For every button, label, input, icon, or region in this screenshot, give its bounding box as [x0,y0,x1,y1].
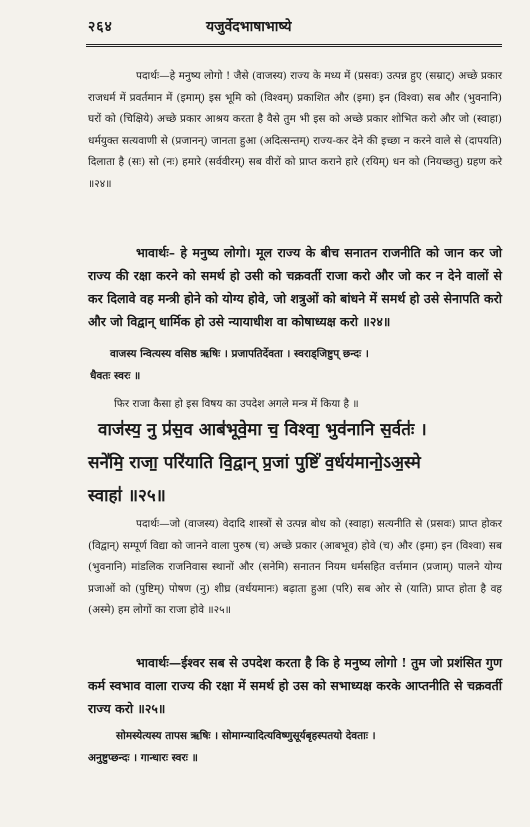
svara-line: धैवतः स्वरः ॥ [90,369,141,382]
intro-line [88,394,502,416]
intro-text: फिर राजा कैसा हो इस विषय का उपदेश अगले मन्त्र में किया है ॥ [114,398,359,410]
rishi-devata-line-24 [88,344,502,387]
bhavartha-paragraph-24 [88,241,502,333]
chhanda-line-26: अनुष्टुप्छन्दः । गान्धारः स्वरः ॥ [88,751,198,764]
mantra-line-3: स्वाहा॑ ॥२५॥ [88,486,166,506]
bhavartha-text-25: भावार्थः—ईश्वर सब से उपदेश करता है कि हे मनुष्य लोगो ! तुम जो प्रशंसित गुण कर्म स्वभाव वाला राज्य की रक्षा में समर्थ हो उस को सभाध्यक्ष करके आप्तनीति से चक्रवर्ती राज्य करो ॥२५॥ [88,655,502,716]
padartha-text: पदार्थः—हे मनुष्य लोगो ! जैसे (वाजस्य) राज्य के मध्य में (प्रसवः) उत्पन्न हुए (सम्राट्) अच्छे प्रकार राजधर्म में प्रवर्तमान में (इमाम्) इस भूमि को (विश्वम्) प्रकाशित और (इमा) इन (विश्वा) सब और (भुवनानि) घरों को (चिक्षिये) अच्छे प्रकार आश्रय करता है वैसे तुम भी इस को अच्छे प्रकार शोभित करो और जो (स्वाहा) धर्मयुक्त सत्यवाणी से (प्रजानन्) जानता हुआ (अदित्सन्तम्) राज्य-कर देने की इच्छा न करने वाले से (दापयति) दिलाता है (सः) सो (नः) हमारे (सर्ववीरम्) सब वीरों को प्राप्त कराने हारे (रयिम्) धन को (नियच्छतु) ग्रहण करे ॥२४॥ [88,70,502,190]
page-header [88,14,508,40]
padartha-paragraph-24 [88,66,502,195]
rishi-line: वाजस्य न्वित्यस्य वसिष्ठ ऋषिः । प्रजापतिर्देवता । स्वराड्जिष्टुप् छन्दः । [110,348,369,360]
running-title: यजुर्वेदभाषाभाष्ये [206,19,292,35]
rishi-line-26: सोमस्येत्यस्य तापस ऋषिः । सोमाग्न्यादित्यविष्णुसूर्यबृहस्पतयो देवताः । [116,730,376,742]
bhavartha-paragraph-25 [88,651,502,720]
padartha-paragraph-25 [88,514,502,622]
padartha-text-25: पदार्थः—जो (वाजस्य) वेदादि शास्त्रों से उत्पन्न बोध को (स्वाहा) सत्यनीति से (प्रसवः) प्राप्त होकर (विद्वान्) सम्पूर्ण विद्या को जानने वाला पुरुष (च) अच्छे प्रकार (आबभूव) होवे (च) और (इमा) इन (विश्वा) सब (भुवनानि) मांडलिक राजनिवास स्थानों और (सनेमि) सनातन नियम धर्मसहित वर्त्तमान (प्रजाम्) पालने योग्य प्रजाओं को (पुष्टिम्) पोषण (नु) शीघ्र (वर्धयमानः) बढ़ाता हुआ (परि) सब ओर से (याति) प्राप्त होता है वह (अस्मे) हम लोगों का राजा होवे ॥२५॥ [88,518,502,616]
page-number: २६४ [88,19,113,35]
mantra-25 [88,414,502,513]
rishi-devata-line-26 [88,726,502,769]
bhavartha-text: भावार्थः– हे मनुष्य लोगो। मूल राज्य के बीच सनातन राजनीति को जान कर जो राज्य की रक्षा करने को समर्थ हो उसी को चक्रवर्ती राजा करो और जो कर न देने वालों से कर दिलावे वह मन्त्री होने को योग्य होवे, जो शत्रुओं को बांधने में समर्थ हो उसे सेनापति करो और जो विद्वान् धार्मिक हो उसे न्यायाधीश वा कोषाध्यक्ष करो ॥२४॥ [88,245,502,329]
header-rule [86,44,502,53]
mantra-line-1: वाज॑स्य॒ नु प्र॑स॒व आब॑भूवे॒मा च॒ विश्वा॒ भुव॑नानि स॒र्वतः॑ । [98,420,427,440]
mantra-line-2: सने॑मि॒ राजा॒ परि॑याति वि॒द्वान् प्र॒जां पुष्टिं॑ व॒र्धय॑मानो॒ऽअ॒स्मे [88,453,421,473]
